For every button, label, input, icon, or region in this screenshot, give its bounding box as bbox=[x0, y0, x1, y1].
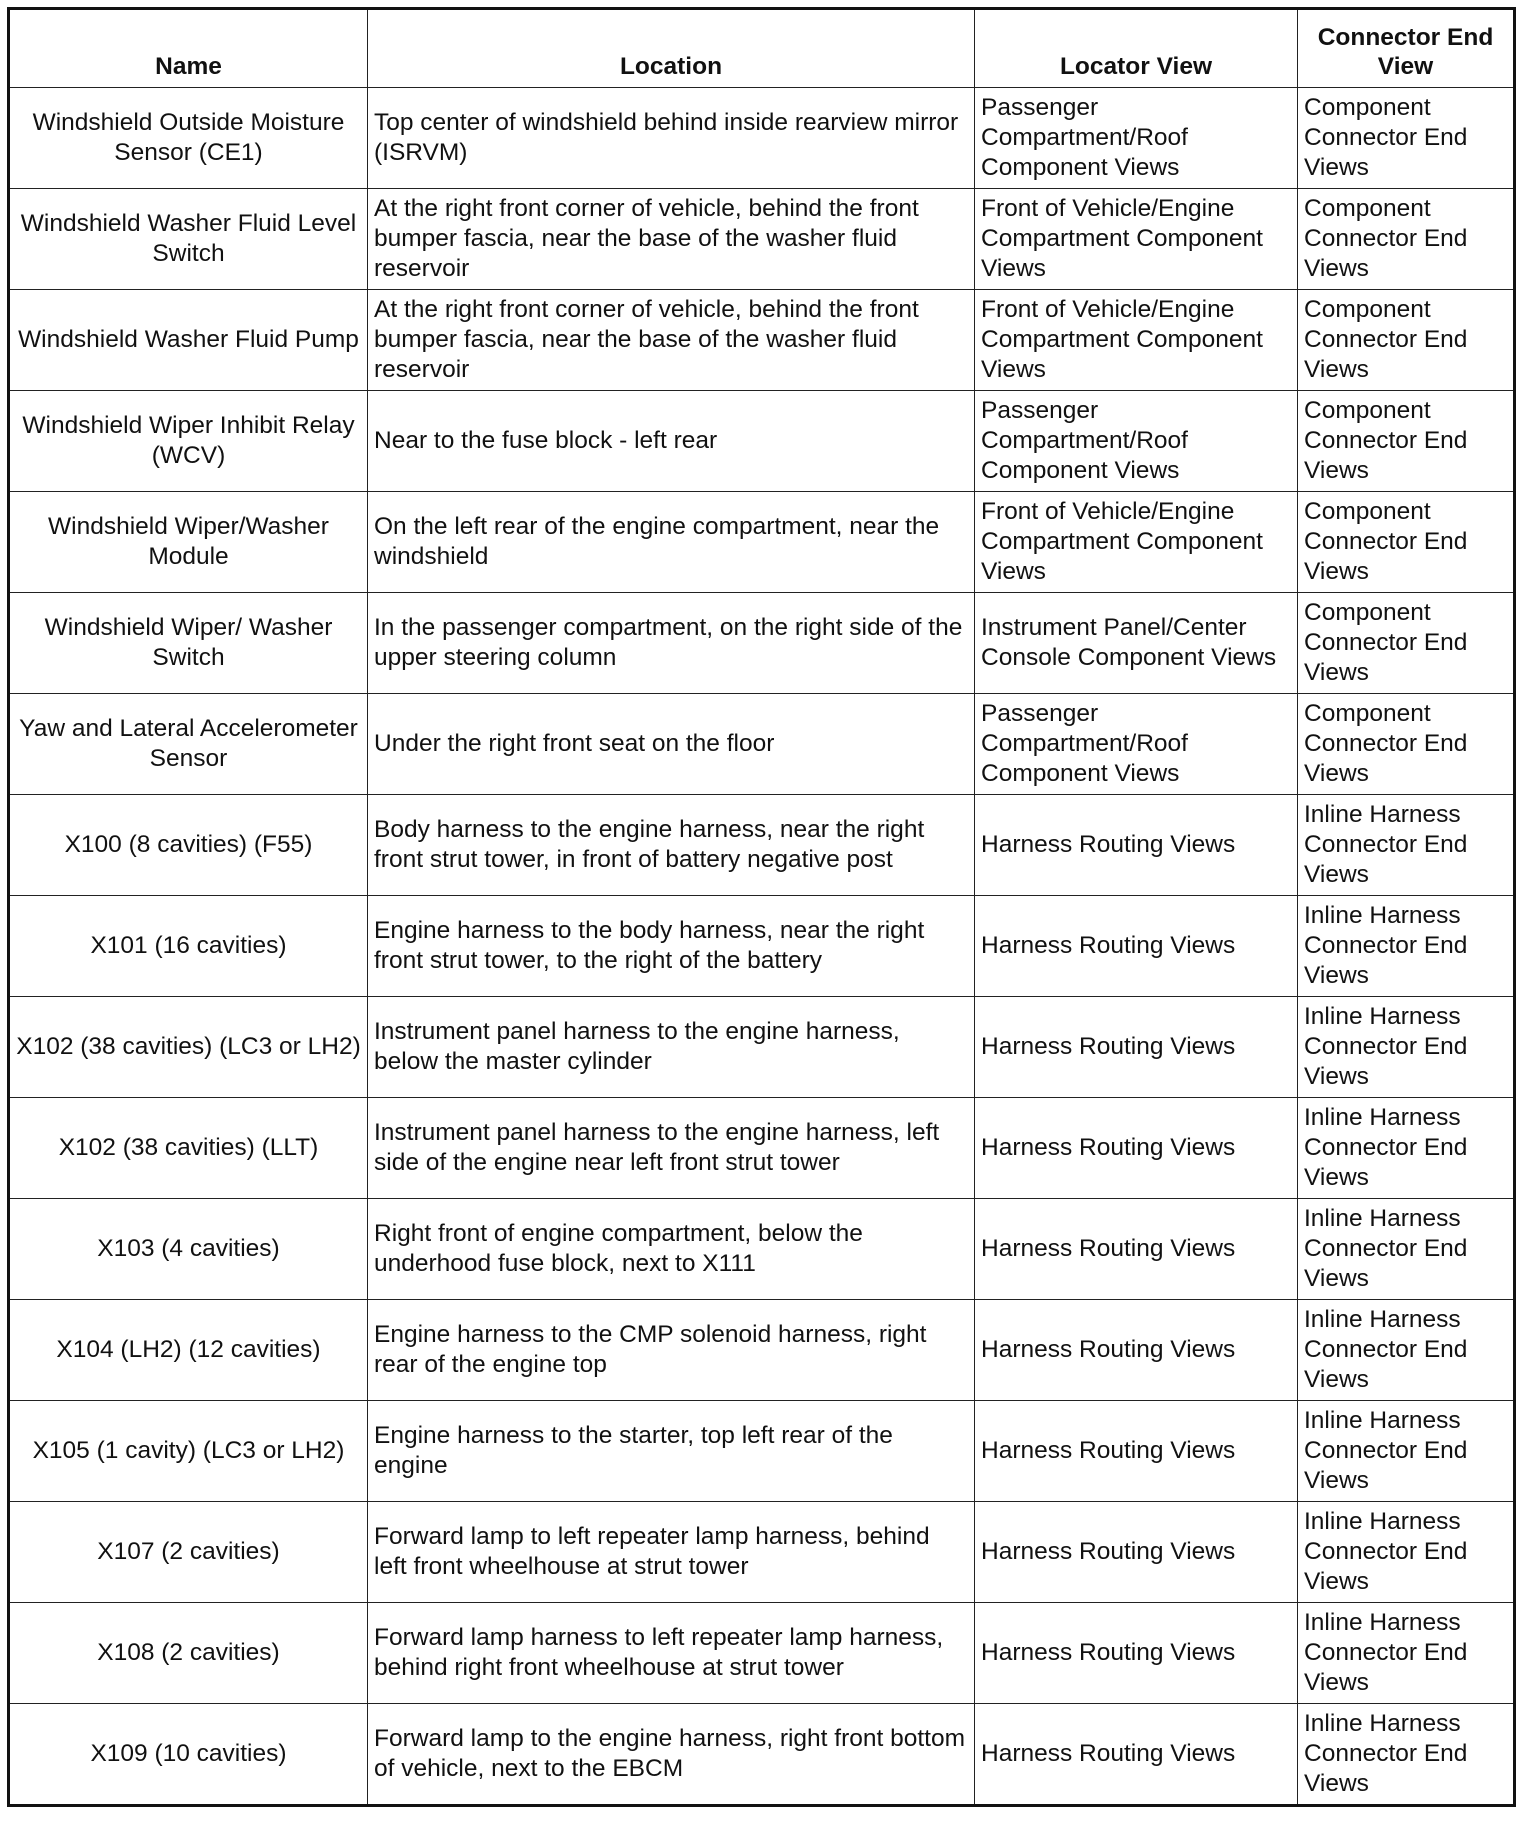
table-row bbox=[9, 290, 1515, 391]
cell-connector-end-view: Component Connector End Views bbox=[1298, 88, 1515, 189]
header-connector-end-view: Connector End View bbox=[1298, 9, 1515, 88]
cell-name: X108 (2 cavities) bbox=[9, 1603, 368, 1704]
header-row bbox=[9, 9, 1515, 88]
cell-location: Instrument panel harness to the engine harness, below the master cylinder bbox=[368, 997, 975, 1098]
cell-connector-end-view: Inline Harness Connector End Views bbox=[1298, 1603, 1515, 1704]
cell-location: In the passenger compartment, on the right side of the upper steering column bbox=[368, 593, 975, 694]
cell-name: Windshield Wiper/Washer Module bbox=[9, 492, 368, 593]
cell-connector-end-view: Component Connector End Views bbox=[1298, 694, 1515, 795]
cell-location: At the right front corner of vehicle, behind the front bumper fascia, near the base of the washer fluid reservoir bbox=[368, 189, 975, 290]
table-row bbox=[9, 896, 1515, 997]
cell-connector-end-view: Inline Harness Connector End Views bbox=[1298, 1704, 1515, 1806]
table-row bbox=[9, 492, 1515, 593]
cell-name: X101 (16 cavities) bbox=[9, 896, 368, 997]
cell-location: Forward lamp to left repeater lamp harness, behind left front wheelhouse at strut tower bbox=[368, 1502, 975, 1603]
header-name: Name bbox=[9, 9, 368, 88]
cell-connector-end-view: Inline Harness Connector End Views bbox=[1298, 1300, 1515, 1401]
table-row bbox=[9, 1401, 1515, 1502]
cell-connector-end-view: Component Connector End Views bbox=[1298, 189, 1515, 290]
cell-connector-end-view: Inline Harness Connector End Views bbox=[1298, 896, 1515, 997]
cell-locator-view: Harness Routing Views bbox=[975, 795, 1298, 896]
cell-connector-end-view: Inline Harness Connector End Views bbox=[1298, 1401, 1515, 1502]
table-header bbox=[9, 9, 1515, 88]
cell-name: X104 (LH2) (12 cavities) bbox=[9, 1300, 368, 1401]
cell-name: X100 (8 cavities) (F55) bbox=[9, 795, 368, 896]
cell-name: X109 (10 cavities) bbox=[9, 1704, 368, 1806]
component-locator-document bbox=[7, 7, 1513, 1807]
cell-connector-end-view: Component Connector End Views bbox=[1298, 593, 1515, 694]
table-row bbox=[9, 1300, 1515, 1401]
table-row bbox=[9, 391, 1515, 492]
table-row bbox=[9, 997, 1515, 1098]
cell-locator-view: Passenger Compartment/Roof Component Views bbox=[975, 694, 1298, 795]
table-row bbox=[9, 88, 1515, 189]
cell-name: Windshield Washer Fluid Pump bbox=[9, 290, 368, 391]
cell-location: Right front of engine compartment, below the underhood fuse block, next to X111 bbox=[368, 1199, 975, 1300]
cell-location: Engine harness to the CMP solenoid harness, right rear of the engine top bbox=[368, 1300, 975, 1401]
cell-connector-end-view: Inline Harness Connector End Views bbox=[1298, 1502, 1515, 1603]
table-row bbox=[9, 1704, 1515, 1806]
cell-location: At the right front corner of vehicle, behind the front bumper fascia, near the base of the washer fluid reservoir bbox=[368, 290, 975, 391]
cell-name: Windshield Wiper/ Washer Switch bbox=[9, 593, 368, 694]
cell-locator-view: Harness Routing Views bbox=[975, 1704, 1298, 1806]
cell-location: Forward lamp harness to left repeater lamp harness, behind right front wheelhouse at strut tower bbox=[368, 1603, 975, 1704]
table-row bbox=[9, 1603, 1515, 1704]
cell-locator-view: Harness Routing Views bbox=[975, 1199, 1298, 1300]
cell-location: Near to the fuse block - left rear bbox=[368, 391, 975, 492]
cell-name: Windshield Washer Fluid Level Switch bbox=[9, 189, 368, 290]
header-locator-view: Locator View bbox=[975, 9, 1298, 88]
cell-name: X103 (4 cavities) bbox=[9, 1199, 368, 1300]
cell-name: X102 (38 cavities) (LLT) bbox=[9, 1098, 368, 1199]
component-locator-table bbox=[7, 7, 1516, 1807]
table-row bbox=[9, 795, 1515, 896]
cell-location: Instrument panel harness to the engine harness, left side of the engine near left front strut tower bbox=[368, 1098, 975, 1199]
cell-locator-view: Harness Routing Views bbox=[975, 1401, 1298, 1502]
cell-locator-view: Harness Routing Views bbox=[975, 1098, 1298, 1199]
cell-connector-end-view: Component Connector End Views bbox=[1298, 290, 1515, 391]
cell-locator-view: Harness Routing Views bbox=[975, 1300, 1298, 1401]
cell-connector-end-view: Inline Harness Connector End Views bbox=[1298, 1098, 1515, 1199]
cell-location: Forward lamp to the engine harness, right front bottom of vehicle, next to the EBCM bbox=[368, 1704, 975, 1806]
cell-locator-view: Instrument Panel/Center Console Component Views bbox=[975, 593, 1298, 694]
cell-name: Yaw and Lateral Accelerometer Sensor bbox=[9, 694, 368, 795]
cell-locator-view: Harness Routing Views bbox=[975, 1603, 1298, 1704]
table-row bbox=[9, 1502, 1515, 1603]
cell-locator-view: Front of Vehicle/Engine Compartment Component Views bbox=[975, 492, 1298, 593]
cell-name: X107 (2 cavities) bbox=[9, 1502, 368, 1603]
cell-connector-end-view: Inline Harness Connector End Views bbox=[1298, 795, 1515, 896]
cell-connector-end-view: Inline Harness Connector End Views bbox=[1298, 1199, 1515, 1300]
table-row bbox=[9, 593, 1515, 694]
cell-connector-end-view: Component Connector End Views bbox=[1298, 492, 1515, 593]
cell-locator-view: Harness Routing Views bbox=[975, 997, 1298, 1098]
cell-location: Top center of windshield behind inside rearview mirror (ISRVM) bbox=[368, 88, 975, 189]
cell-location: Engine harness to the body harness, near the right front strut tower, to the right of the battery bbox=[368, 896, 975, 997]
cell-locator-view: Passenger Compartment/Roof Component Views bbox=[975, 88, 1298, 189]
cell-name: Windshield Wiper Inhibit Relay (WCV) bbox=[9, 391, 368, 492]
table-row bbox=[9, 1098, 1515, 1199]
header-location: Location bbox=[368, 9, 975, 88]
table-row bbox=[9, 694, 1515, 795]
cell-location: Under the right front seat on the floor bbox=[368, 694, 975, 795]
cell-location: On the left rear of the engine compartment, near the windshield bbox=[368, 492, 975, 593]
cell-location: Body harness to the engine harness, near the right front strut tower, in front of battery negative post bbox=[368, 795, 975, 896]
cell-locator-view: Front of Vehicle/Engine Compartment Component Views bbox=[975, 290, 1298, 391]
table-row bbox=[9, 189, 1515, 290]
cell-locator-view: Harness Routing Views bbox=[975, 896, 1298, 997]
cell-locator-view: Harness Routing Views bbox=[975, 1502, 1298, 1603]
cell-locator-view: Passenger Compartment/Roof Component Views bbox=[975, 391, 1298, 492]
table-body bbox=[9, 88, 1515, 1806]
cell-name: X102 (38 cavities) (LC3 or LH2) bbox=[9, 997, 368, 1098]
cell-locator-view: Front of Vehicle/Engine Compartment Component Views bbox=[975, 189, 1298, 290]
cell-name: X105 (1 cavity) (LC3 or LH2) bbox=[9, 1401, 368, 1502]
cell-location: Engine harness to the starter, top left rear of the engine bbox=[368, 1401, 975, 1502]
table-row bbox=[9, 1199, 1515, 1300]
cell-connector-end-view: Component Connector End Views bbox=[1298, 391, 1515, 492]
cell-name: Windshield Outside Moisture Sensor (CE1) bbox=[9, 88, 368, 189]
cell-connector-end-view: Inline Harness Connector End Views bbox=[1298, 997, 1515, 1098]
